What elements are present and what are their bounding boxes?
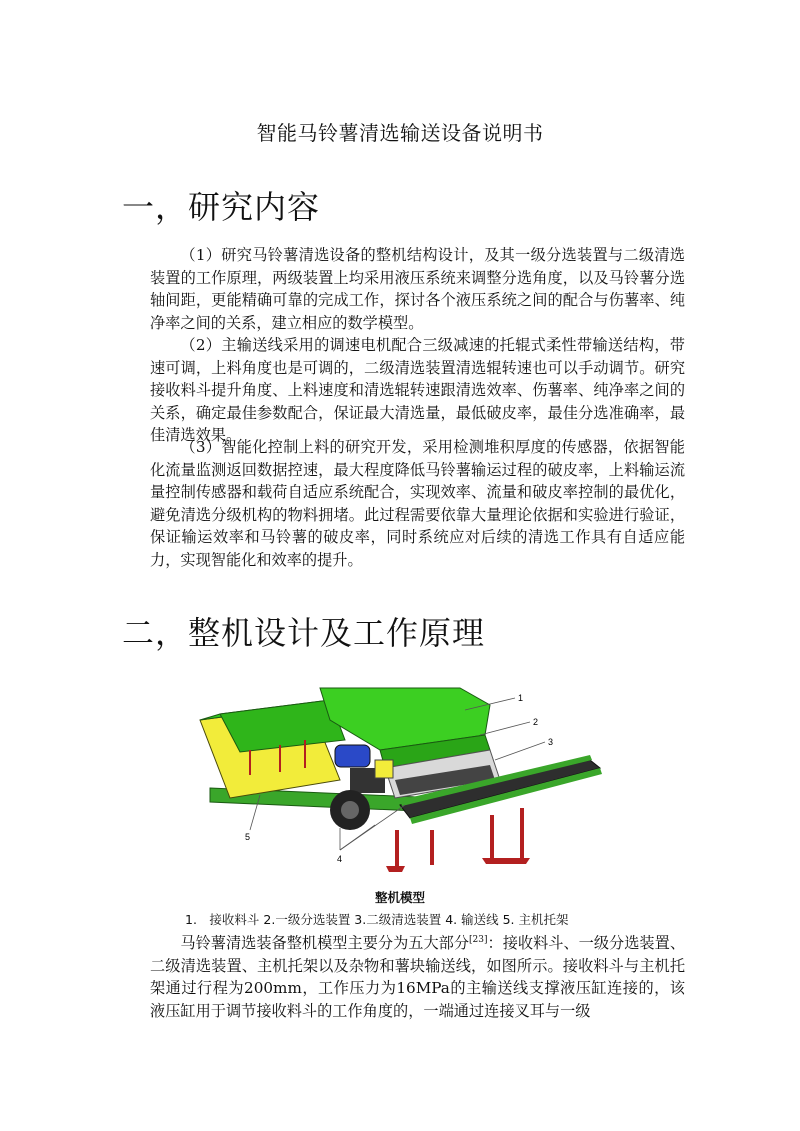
paragraph-research-2: （2）主输送线采用的调速电机配合三级减速的托辊式柔性带输送结构，带速可调，上料角度也是可调的，二级清选装置清选辊转速也可以手动调节。研究接收料斗提升角度、上料速度和清选辊转速跟清选效率、伤薯率、纯净率之间的关系，确定最佳参数配合，保证最大清选量，最低破皮率，最佳分选准确率，最佳清选效果。: [150, 336, 685, 444]
document-title: 智能马铃薯清选输送设备说明书: [256, 121, 544, 145]
paragraph-machine-overview: [150, 932, 685, 1022]
callout-label-2: 2: [533, 717, 539, 727]
reference-citation: [23]: [469, 935, 488, 945]
paragraph-research-3: （3）智能化控制上料的研究开发，采用检测堆积厚度的传感器，依据智能化流量监测返回数据控速，最大程度降低马铃薯输运过程的破皮率，上料输运流量控制传感器和载荷自适应系统配合，实现效率、流量和破皮率控制的最优化，避免清选分级机构的物料拥堵。此过程需要依靠大量理论依据和实验进行验证，保证输运效率和马铃薯的破皮率，同时系统应对后续的清选工作具有自适应能力，实现智能化和效率的提升。: [150, 438, 685, 569]
machine-model-illustration: [190, 680, 620, 880]
callout-label-1: 1: [518, 693, 524, 703]
callout-label-4: 4: [337, 854, 343, 864]
section-heading-research: 一，研究内容: [122, 188, 321, 226]
callout-label-3: 3: [548, 737, 554, 747]
paragraph-research-1: （1）研究马铃薯清选设备的整机结构设计，及其一级分选装置与二级清选装置的工作原理，两级装置上均采用液压系统来调整分选角度，以及马铃薯分选轴间距，更能精确可靠的完成工作，探讨各个液压系统之间的配合与伤薯率、纯净率之间的关系，建立相应的数学模型。: [150, 246, 685, 332]
figure-caption-list: 1. 接收料斗 2.一级分选装置 3.二级清选装置 4. 输送线 5. 主机托架: [185, 912, 569, 927]
frame-wheel: [330, 790, 370, 830]
figure-caption-title: 整机模型: [374, 890, 425, 905]
paragraph-text-after-ref: ：接收料斗、一级分选装置、二级清选装置、主机托架以及杂物和薯块输送线，如图所示。接收料斗与主机托架通过行程为200mm，工作压力为16MPa的主输送线支撑液压缸连接的，该液压缸用于调节接收料斗的工作角度的，一端通过连接叉耳与一级: [150, 934, 686, 1020]
paragraph-text-before-ref: 马铃薯清选装备整机模型主要分为五大部分: [180, 934, 470, 952]
machine-model-figure: [190, 680, 620, 880]
sorting-housing: [320, 688, 500, 798]
receiving-hopper: [200, 700, 345, 798]
section-heading-design: 二，整机设计及工作原理: [122, 614, 486, 652]
callout-label-5: 5: [245, 832, 251, 842]
